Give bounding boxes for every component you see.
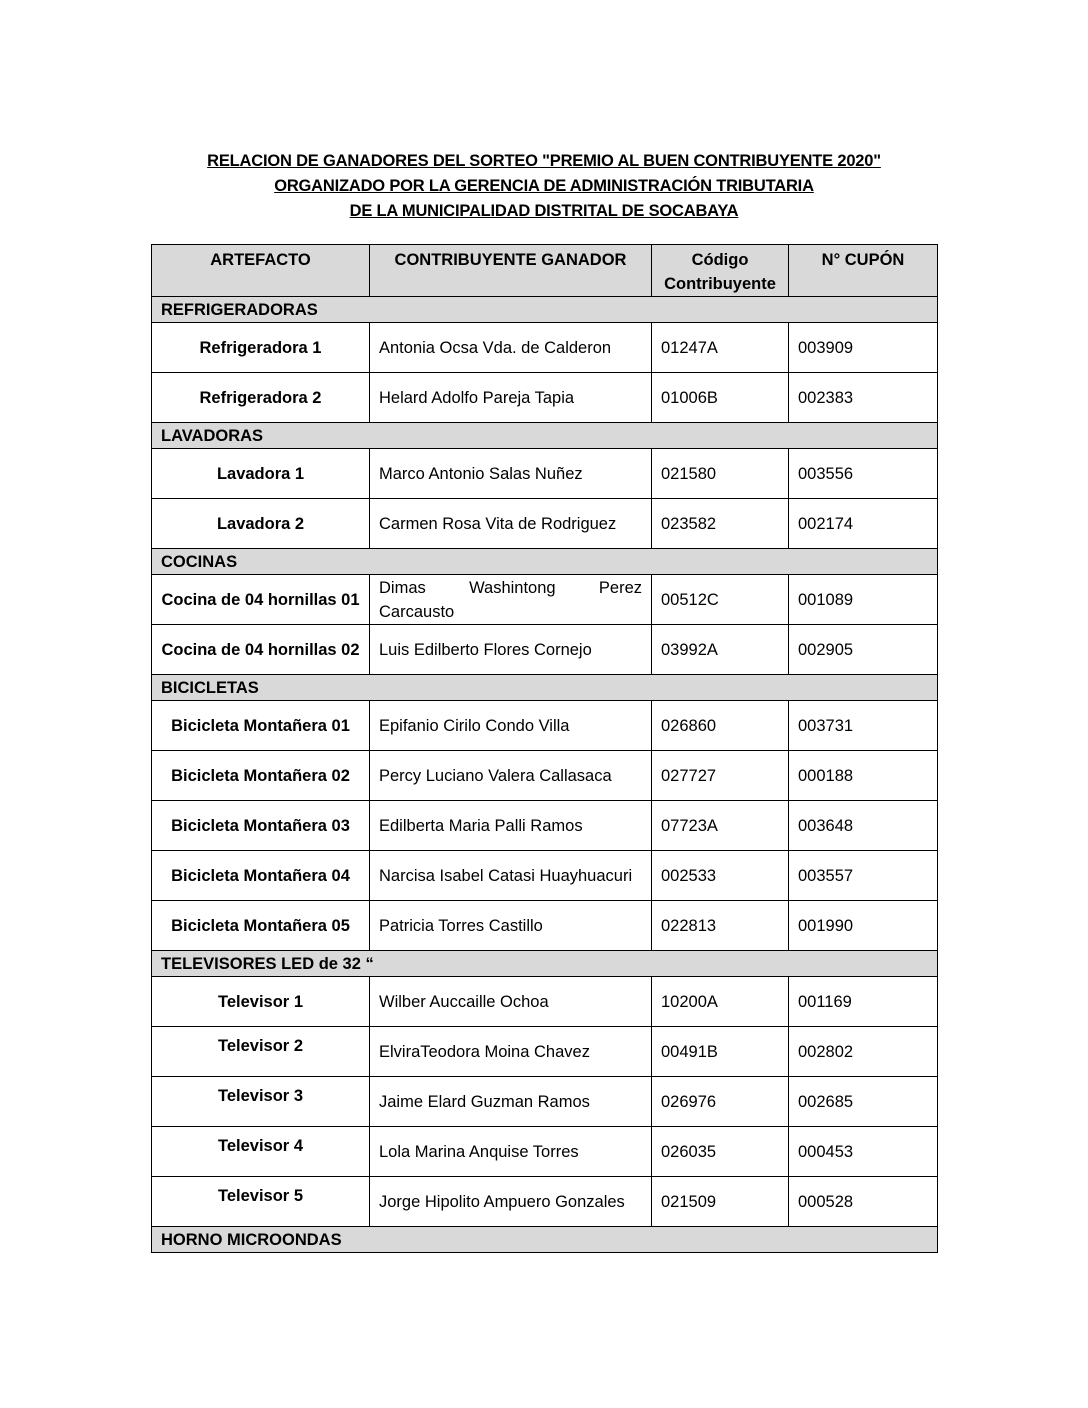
cupon-cell: 002802	[789, 1027, 938, 1077]
table-row	[152, 1027, 938, 1077]
ganador-cell: Edilberta Maria Palli Ramos	[370, 801, 652, 851]
ganador-cell: Luis Edilberto Flores Cornejo	[370, 625, 652, 675]
ganador-cell: Marco Antonio Salas Nuñez	[370, 449, 652, 499]
ganador-cell: Narcisa Isabel Catasi Huayhuacuri	[370, 851, 652, 901]
cupon-cell: 000453	[789, 1127, 938, 1177]
header-codigo	[652, 245, 789, 297]
table-row	[152, 851, 938, 901]
cupon-cell: 000188	[789, 751, 938, 801]
artefacto-cell: Bicicleta Montañera 03	[152, 801, 370, 851]
codigo-cell: 07723A	[652, 801, 789, 851]
table-row	[152, 373, 938, 423]
artefacto-cell: Bicicleta Montañera 02	[152, 751, 370, 801]
cupon-cell: 003648	[789, 801, 938, 851]
category-row	[152, 423, 938, 449]
cupon-cell: 002685	[789, 1077, 938, 1127]
table-row	[152, 701, 938, 751]
title-line-3: DE LA MUNICIPALIDAD DISTRITAL DE SOCABAYA	[349, 202, 739, 220]
table-row	[152, 751, 938, 801]
cupon-cell: 001990	[789, 901, 938, 951]
table-row	[152, 575, 938, 625]
cupon-cell: 002174	[789, 499, 938, 549]
artefacto-cell: Bicicleta Montañera 04	[152, 851, 370, 901]
header-ganador: CONTRIBUYENTE GANADOR	[370, 245, 652, 297]
header-codigo-line-2: Contribuyente	[664, 275, 776, 293]
ganador-cell: Wilber Auccaille Ochoa	[370, 977, 652, 1027]
artefacto-cell: Televisor 4	[152, 1127, 370, 1177]
ganador-cell: Dimas Washintong Perez Carcausto	[370, 575, 652, 625]
cupon-cell: 000528	[789, 1177, 938, 1227]
codigo-cell: 023582	[652, 499, 789, 549]
category-row	[152, 951, 938, 977]
cupon-cell: 003909	[789, 323, 938, 373]
artefacto-cell: Televisor 3	[152, 1077, 370, 1127]
category-label: COCINAS	[152, 549, 938, 575]
cupon-cell: 001169	[789, 977, 938, 1027]
artefacto-cell: Refrigeradora 2	[152, 373, 370, 423]
codigo-cell: 03992A	[652, 625, 789, 675]
artefacto-cell: Televisor 5	[152, 1177, 370, 1227]
winners-table	[151, 244, 938, 1253]
artefacto-cell: Lavadora 2	[152, 499, 370, 549]
table-row	[152, 1127, 938, 1177]
ganador-cell: Epifanio Cirilo Condo Villa	[370, 701, 652, 751]
table-row	[152, 1177, 938, 1227]
codigo-cell: 027727	[652, 751, 789, 801]
header-cupon: N° CUPÓN	[789, 245, 938, 297]
table-row	[152, 323, 938, 373]
cupon-cell: 002905	[789, 625, 938, 675]
codigo-cell: 026035	[652, 1127, 789, 1177]
title-line-1: RELACION DE GANADORES DEL SORTEO "PREMIO AL BUEN CONTRIBUYENTE 2020"	[207, 152, 881, 170]
artefacto-cell: Refrigeradora 1	[152, 323, 370, 373]
codigo-cell: 01006B	[652, 373, 789, 423]
codigo-cell: 022813	[652, 901, 789, 951]
title-line-2: ORGANIZADO POR LA GERENCIA DE ADMINISTRACIÓN TRIBUTARIA	[274, 177, 814, 195]
artefacto-cell: Bicicleta Montañera 05	[152, 901, 370, 951]
codigo-cell: 021509	[652, 1177, 789, 1227]
table-row	[152, 801, 938, 851]
cupon-cell: 003556	[789, 449, 938, 499]
codigo-cell: 00512C	[652, 575, 789, 625]
table-body	[152, 297, 938, 1253]
header-codigo-line-1: Código	[691, 251, 749, 269]
ganador-cell: Carmen Rosa Vita de Rodriguez	[370, 499, 652, 549]
artefacto-cell: Cocina de 04 hornillas 01	[152, 575, 370, 625]
artefacto-cell: Televisor 2	[152, 1027, 370, 1077]
table-row	[152, 1077, 938, 1127]
codigo-cell: 026860	[652, 701, 789, 751]
ganador-cell: Percy Luciano Valera Callasaca	[370, 751, 652, 801]
category-label: BICICLETAS	[152, 675, 938, 701]
category-row	[152, 675, 938, 701]
category-label: HORNO MICROONDAS	[152, 1227, 938, 1253]
category-label: REFRIGERADORAS	[152, 297, 938, 323]
table-row	[152, 499, 938, 549]
cupon-cell: 002383	[789, 373, 938, 423]
codigo-cell: 01247A	[652, 323, 789, 373]
category-row	[152, 1227, 938, 1253]
codigo-cell: 026976	[652, 1077, 789, 1127]
table-row	[152, 901, 938, 951]
table-row	[152, 977, 938, 1027]
artefacto-cell: Televisor 1	[152, 977, 370, 1027]
table-row	[152, 449, 938, 499]
category-label: LAVADORAS	[152, 423, 938, 449]
cupon-cell: 003557	[789, 851, 938, 901]
codigo-cell: 10200A	[652, 977, 789, 1027]
category-row	[152, 549, 938, 575]
cupon-cell: 003731	[789, 701, 938, 751]
cupon-cell: 001089	[789, 575, 938, 625]
table-row	[152, 625, 938, 675]
table-header-row	[152, 245, 938, 297]
artefacto-cell: Lavadora 1	[152, 449, 370, 499]
header-artefacto: ARTEFACTO	[152, 245, 370, 297]
ganador-cell: Jorge Hipolito Ampuero Gonzales	[370, 1177, 652, 1227]
ganador-cell: ElviraTeodora Moina Chavez	[370, 1027, 652, 1077]
ganador-cell: Helard Adolfo Pareja Tapia	[370, 373, 652, 423]
document-title	[0, 149, 1088, 224]
category-label: TELEVISORES LED de 32 “	[152, 951, 938, 977]
artefacto-cell: Cocina de 04 hornillas 02	[152, 625, 370, 675]
ganador-cell: Patricia Torres Castillo	[370, 901, 652, 951]
artefacto-cell: Bicicleta Montañera 01	[152, 701, 370, 751]
codigo-cell: 00491B	[652, 1027, 789, 1077]
codigo-cell: 002533	[652, 851, 789, 901]
ganador-cell: Lola Marina Anquise Torres	[370, 1127, 652, 1177]
ganador-cell: Antonia Ocsa Vda. de Calderon	[370, 323, 652, 373]
codigo-cell: 021580	[652, 449, 789, 499]
ganador-cell: Jaime Elard Guzman Ramos	[370, 1077, 652, 1127]
category-row	[152, 297, 938, 323]
